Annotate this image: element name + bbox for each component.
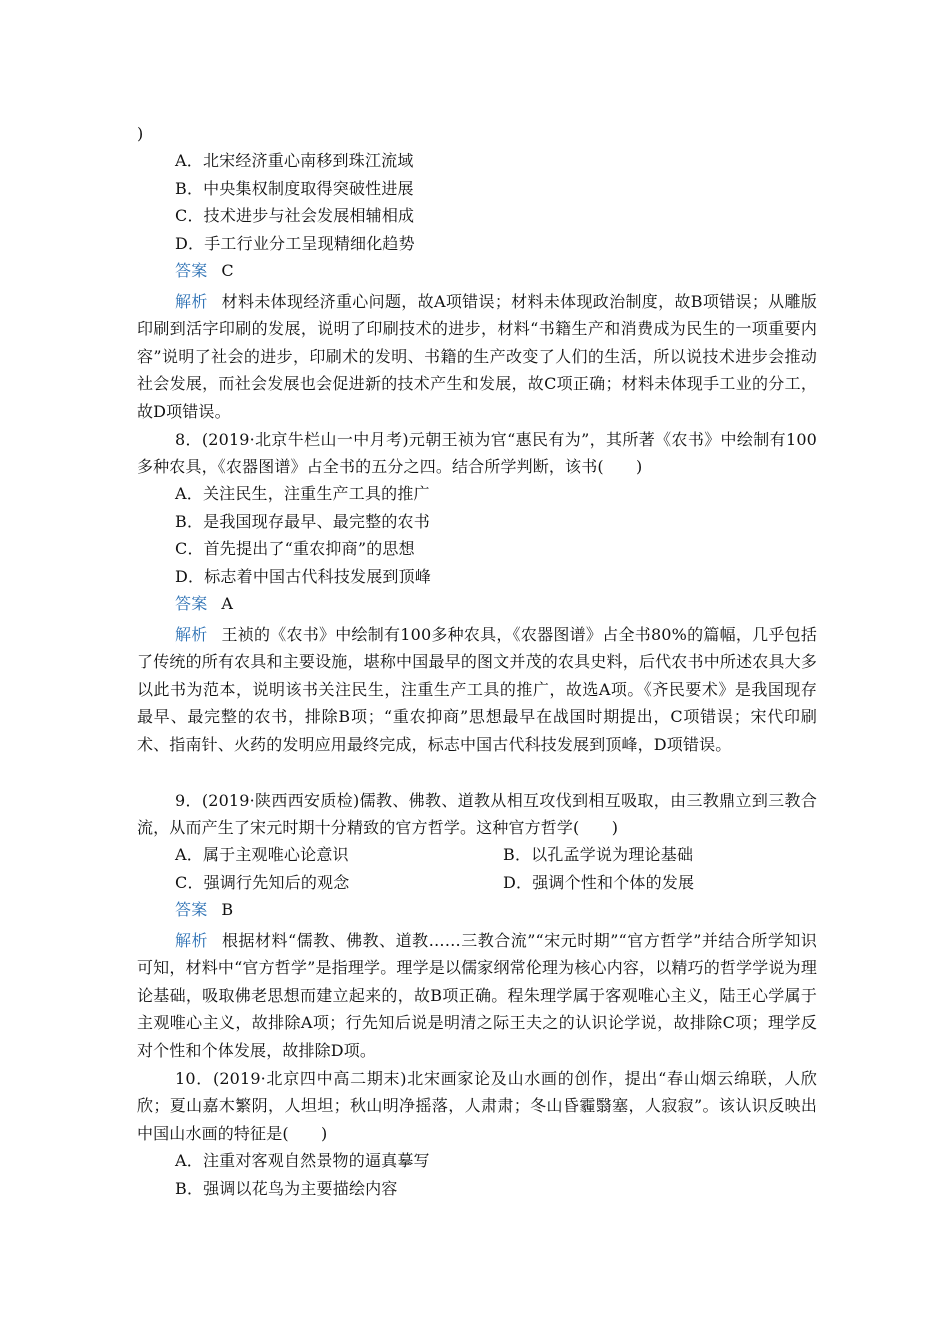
q8-option-b: B．是我国现存最早、最完整的农书 [175,512,430,531]
answer-value: B [221,900,234,919]
q8-option-c: C．首先提出了“重农抑商”的思想 [175,539,415,558]
q7-analysis [137,288,817,425]
q7-option-c: C．技术进步与社会发展相辅相成 [175,206,415,225]
answer-label: 答案 [175,900,208,919]
answer-label: 答案 [175,261,208,280]
analysis-text: 根据材料“儒教、佛教、道教……三教合流”“宋元时期”“官方哲学”并结合所学知识可知，材料中“官方哲学”是指理学。理学是以儒家纲常伦理为核心内容，以精巧的哲学学说为理论基础，吸取佛老思想而建立起来的，故B项正确。程朱理学属于客观唯心主义，陆王心学属于主观唯心主义，故排除A项；行先知后说是明清之际王夫之的认识论学说，故排除C项；理学反对个性和个体发展，故排除D项。 [137,931,817,1060]
q8-option-d: D．标志着中国古代科技发展到顶峰 [175,567,432,586]
analysis-text: 王祯的《农书》中绘制有100多种农具，《农器图谱》占全书80%的篇幅，几乎包括了传统的所有农具和主要设施，堪称中国最早的图文并茂的农具史料，后代农书中所述农具大多以此书为范本，说明该书关注民生，注重生产工具的推广，故选A项。《齐民要术》是我国现存最早、最完整的农书，排除B项；“重农抑商”思想最早在战国时期提出，C项错误；宋代印刷术、指南针、火药的发明应用最终完成，标志中国古代科技发展到顶峰，D项错误。 [137,625,817,754]
analysis-text: 材料未体现经济重心问题，故A项错误；材料未体现政治制度，故B项错误；从雕版印刷到活字印刷的发展，说明了印刷技术的进步，材料“书籍生产和消费成为民生的一项重要内容”说明了社会的进步，印刷术的发明、书籍的生产改变了人们的生活，所以说技术进步会推动社会发展，而社会发展也会促进新的技术产生和发展，故C项正确；材料未体现手工业的分工，故D项错误。 [137,292,817,421]
analysis-label: 解析 [175,292,208,311]
analysis-label: 解析 [175,625,208,644]
q7-option-d: D．手工行业分工呈现精细化趋势 [175,234,415,253]
q8-stem: 8．(2019·北京牛栏山一中月考)元朝王祯为官“惠民有为”，其所著《农书》中绘制有100多种农具，《农器图谱》占全书的五分之四。结合所学判断，该书( ) [137,430,817,477]
q8-analysis [137,621,817,758]
q10-stem: 10．(2019·北京四中高二期末)北宋画家论及山水画的创作，提出“春山烟云绵联，人欣欣；夏山嘉木繁阴，人坦坦；秋山明净摇落，人肃肃；冬山昏霾翳塞，人寂寂”。该认识反映出中国山水画的特征是( ) [137,1069,817,1143]
q10-option-b: B．强调以花鸟为主要描绘内容 [175,1179,398,1198]
q9-option-c: C．强调行先知后的观念 [175,873,350,892]
q10-option-a: A．注重对客观自然景物的逼真摹写 [175,1151,430,1170]
q8-option-a: A．关注民生，注重生产工具的推广 [175,484,430,503]
q7-option-b: B．中央集权制度取得突破性进展 [175,179,414,198]
q9-option-a: A．属于主观唯心论意识 [175,845,349,864]
answer-value: A [221,594,234,613]
answer-value: C [221,261,234,280]
q9-answer [175,900,233,920]
q9-option-d: D．强调个性和个体的发展 [503,873,695,892]
q7-answer [175,261,234,281]
q7-stem-tail: ) [137,124,144,143]
analysis-label: 解析 [175,931,208,950]
q8-answer [175,594,233,614]
q9-stem: 9．(2019·陕西西安质检)儒教、佛教、道教从相互攻伐到相互吸取，由三教鼎立到三教合流，从而产生了宋元时期十分精致的官方哲学。这种官方哲学( ) [137,791,817,838]
q9-option-b: B．以孔孟学说为理论基础 [503,845,694,864]
answer-label: 答案 [175,594,208,613]
q9-analysis [137,927,817,1064]
q7-option-a: A．北宋经济重心南移到珠江流域 [175,151,414,170]
